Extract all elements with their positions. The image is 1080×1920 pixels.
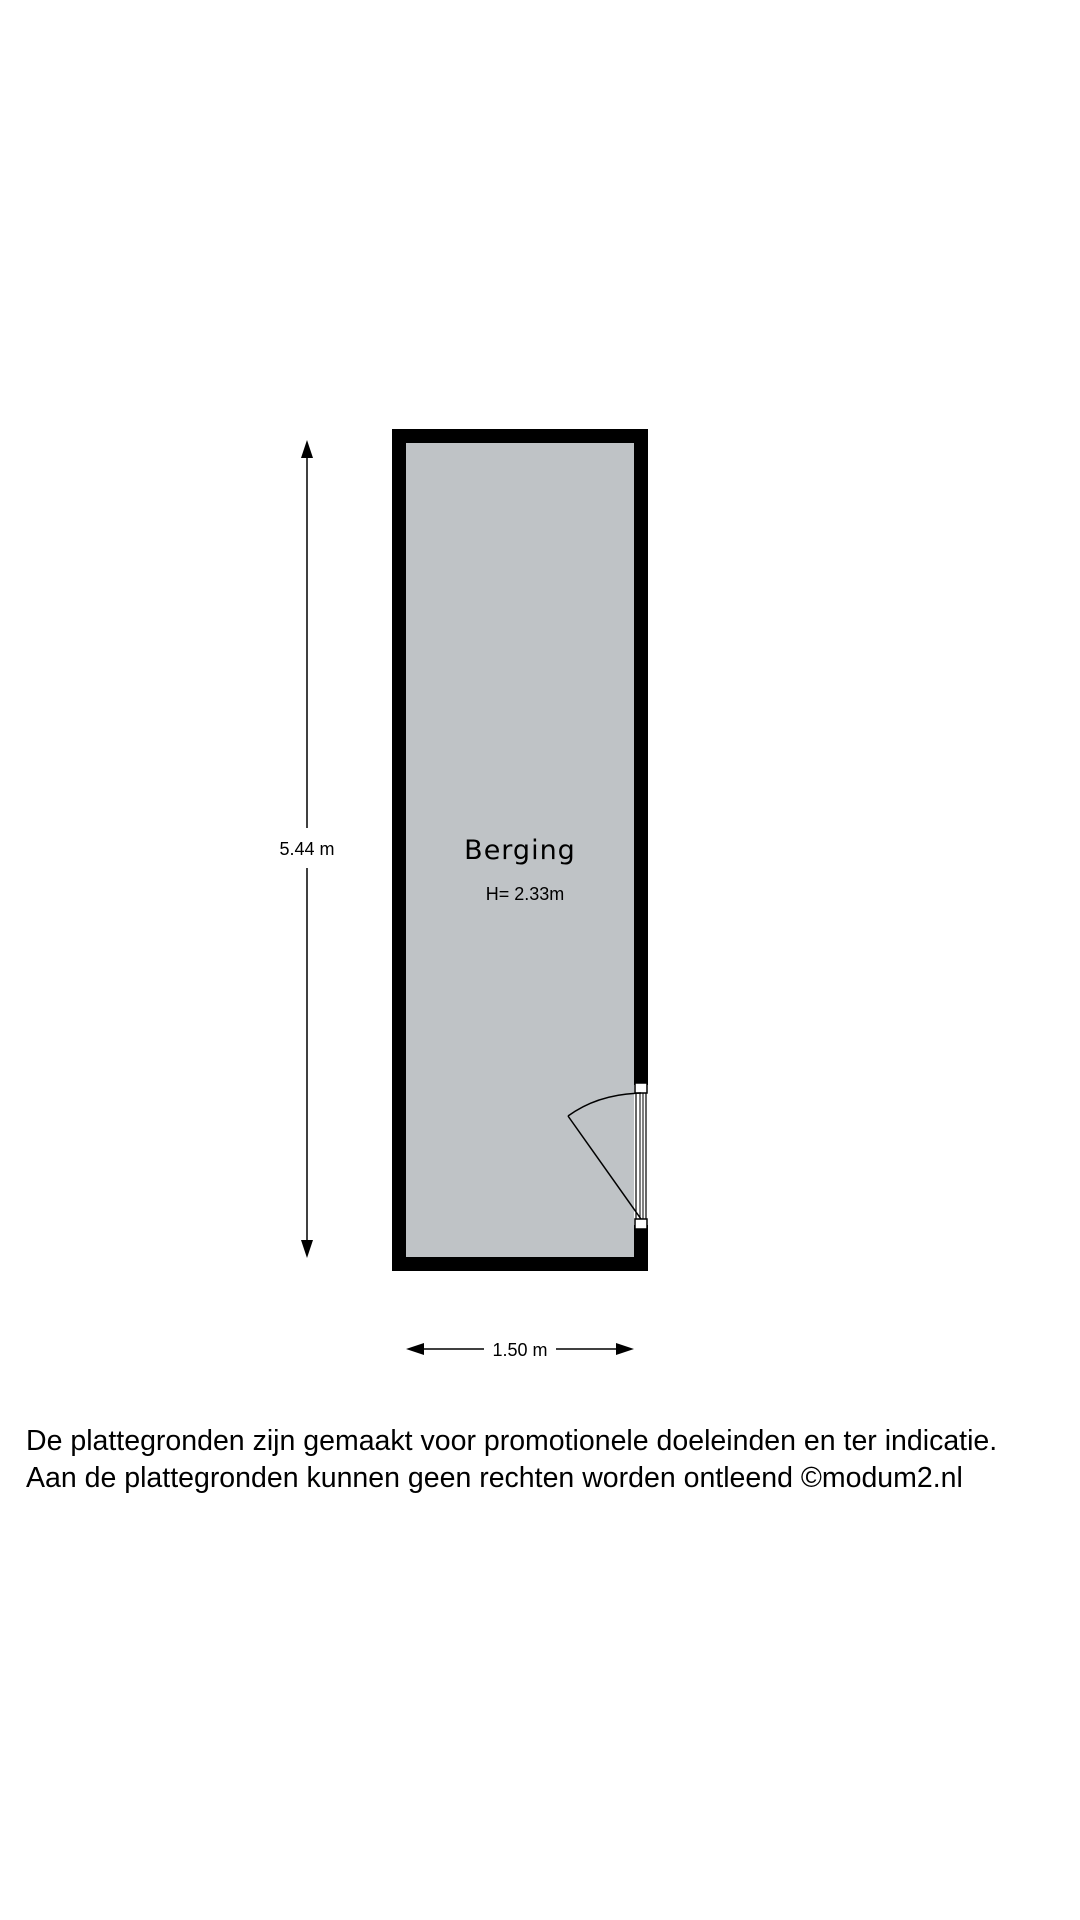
room-height: H= 2.33m [485,884,565,904]
width-arrow-right [616,1343,634,1355]
length-arrow-bottom [301,1240,313,1258]
door-jamb-bottom [635,1219,647,1229]
disclaimer-line-2: Aan de plattegronden kunnen geen rechten worden ontleend ©modum2.nl [26,1462,963,1494]
length-arrow-top [301,440,313,458]
room-name: Berging [464,835,576,866]
length-dimension-label: 5.44 m [279,839,335,859]
disclaimer-line-1: De plattegronden zijn gemaakt voor promotionele doeleinden en ter indicatie. [26,1425,998,1457]
disclaimer-text [26,1423,1066,1497]
width-dimension-label: 1.50 m [492,1340,548,1360]
door-jamb-top [635,1083,647,1093]
width-arrow-left [406,1343,424,1355]
